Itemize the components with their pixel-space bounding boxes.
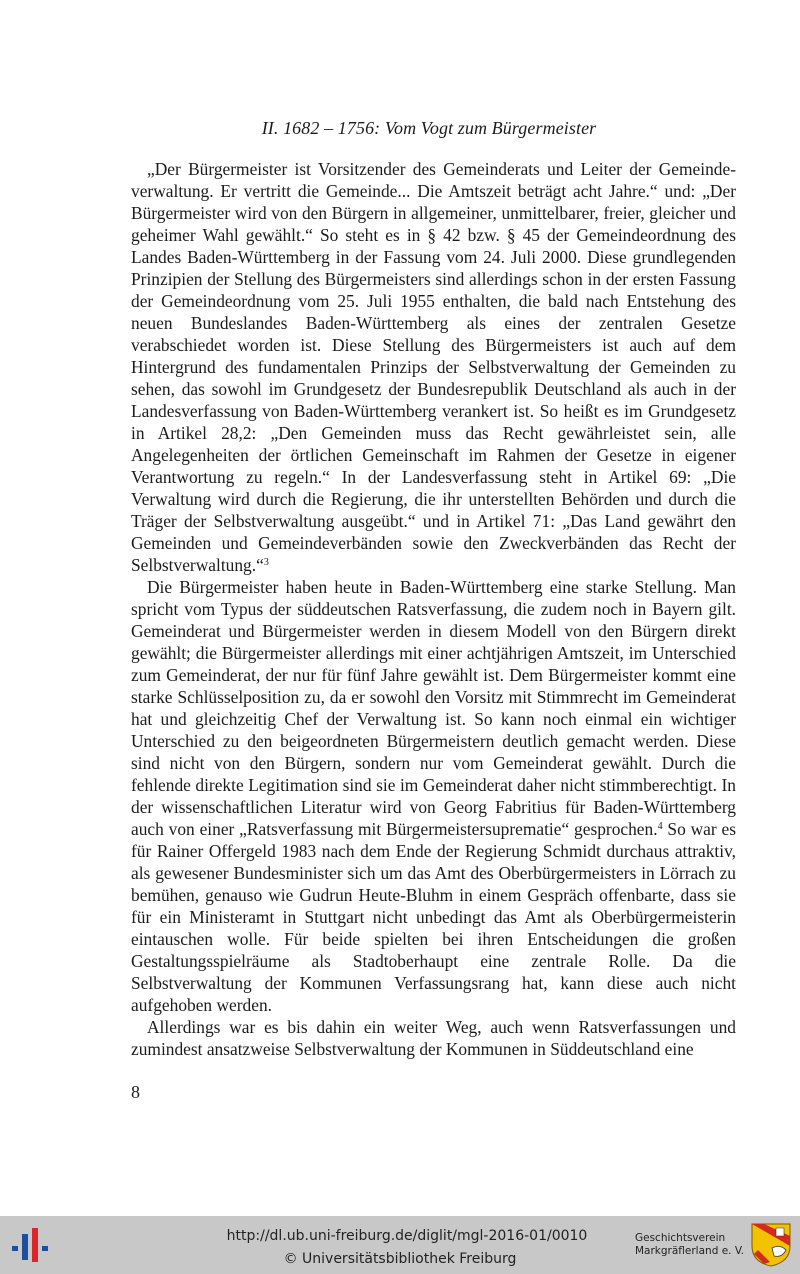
footnote-marker-3: 3	[263, 557, 269, 568]
paragraph-1-text: „Der Bürgermeister ist Vorsitzender des Gemeinderats und Leiter der Gemeindeverwaltung. Er vertritt die Gemeinde... Die Amtszeit beträgt acht Jahre.“ und: „Der Bürgermeister wird von den Bürgern in allgemeiner, unmittelbarer, freier, gleicher und geheimer Wahl gewählt.“ So steht es in § 42 bzw. § 45 der Gemeindeordnung des Landes Baden-Württemberg in der Fassung vom 24. Juli 2000. Diese grundlegenden Prinzipien der Stellung des Bürgermeisters sind allerdings schon in der ersten Fassung der Gemeindeordnung vom 25. Juli 1955 enthalten, die bald nach Entstehung des neuen Bundeslandes Baden-Württemberg als eines der zentralen Gesetze verabschiedet worden ist. Diese Stellung des Bürgermeisters ist auch auf dem Hintergrund des fundamentalen Prinzips der Selbstverwaltung der Gemeinden zu sehen, das sowohl im Grundgesetz der Bundesrepublik Deutschland als auch in der Landesverfassung von Baden-Württemberg verankert ist. So heißt es im Grundgesetz in Artikel 28,2: „Den Gemeinden muss das Recht gewährleistet sein, alle Angelegenheiten der örtlichen Gemeinschaft im Rahmen der Gesetze in eigener Verantwortung zu regeln.“ In der Landesverfassung steht in Artikel 69: „Die Verwaltung wird durch die Regierung, die ihr unterstellten Behörden und durch die Träger der Selbstverwaltung ausgeübt.“ und in Artikel 71: „Das Land gewährt den Gemeinden und Gemeindeverbänden sowie den Zweckverbänden das Recht der Selbstverwaltung.“	[131, 159, 736, 575]
paragraph-2-text-a: Die Bürgermeister haben heute in Baden-Württemberg eine starke Stellung. Man spricht vom Typus der süddeutschen Ratsverfassung, die zudem noch in Bayern gilt. Gemeinderat und Bürgermeister werden in diesem Modell von den Bürgern direkt gewählt; die Bürgermeister allerdings mit einer achtjährigen Amtszeit, im Unterschied zum Gemeinderat, der nur für fünf Jahre gewählt ist. Dem Bürgermeister kommt eine starke Schlüsselposition zu, da er sowohl den Vorsitz mit Stimmrecht im Gemeinderat hat und gleichzeitig Chef der Verwaltung ist. So kann noch einmal ein wichtiger Unterschied zu den beigeordneten Bürgermeistern deutlich gemacht werden. Diese sind nicht von den Bürgern, sondern nur vom Gemeinderat gewählt. Durch die fehlende direkte Legitimation sind sie im Gemeinderat daher nicht stimmberechtigt. In der wissenschaftlichen Literatur wird von Georg Fabritius für Baden-Württemberg auch von einer „Ratsverfassung mit Bürgermeistersuprematie“ gesprochen.	[131, 577, 736, 839]
society-name	[635, 1232, 744, 1258]
running-head: II. 1682 – 1756: Vom Vogt zum Bürgermeister	[261, 118, 597, 138]
society-name-line-1: Geschichtsverein	[634, 1232, 726, 1244]
paragraph-3-text: Allerdings war es bis dahin ein weiter Weg, auch wenn Ratsverfassungen und zumindest ansatzweise Selbstverwaltung der Kommunen in Süddeutschland eine	[131, 1017, 736, 1059]
page-number: 8	[131, 1082, 140, 1102]
paragraph-1	[131, 158, 736, 576]
permalink-url[interactable]: http://dl.ub.uni-freiburg.de/diglit/mgl-2016-01/0010	[226, 1228, 588, 1244]
society-name-line-2: Markgräflerland e. V.	[634, 1245, 744, 1257]
body-text	[131, 158, 736, 1060]
paragraph-3	[131, 1016, 736, 1060]
footnote-marker-4: 4	[657, 821, 663, 832]
footer-bar	[0, 1216, 800, 1274]
copyright-text: © Universitätsbibliothek Freiburg	[283, 1251, 517, 1267]
paragraph-2	[131, 576, 736, 1016]
paragraph-2-text-b: So war es für Rainer Offergeld 1983 nach dem Ende der Regierung Schmidt durchaus attraktiv, als gewesener Bundesminister sich um das Amt des Oberbürgermeisters in Lörrach zu bemühen, genauso wie Gudrun Heute-Bluhm in einem Gespräch offenbarte, dass sie für ein Ministeramt in Stuttgart nicht unbedingt das Amt als Oberbürgermeisterin eintauschen wolle. Für beide spielten bei ihren Entscheidungen die großen Gestaltungsspielräume als Stadtoberhaupt eine zentrale Rolle. Da die Selbstverwaltung der Kommunen Verfassungsrang hat, kann diese auch nicht aufgehoben werden.	[131, 819, 737, 1015]
society-crest-icon	[750, 1222, 792, 1268]
